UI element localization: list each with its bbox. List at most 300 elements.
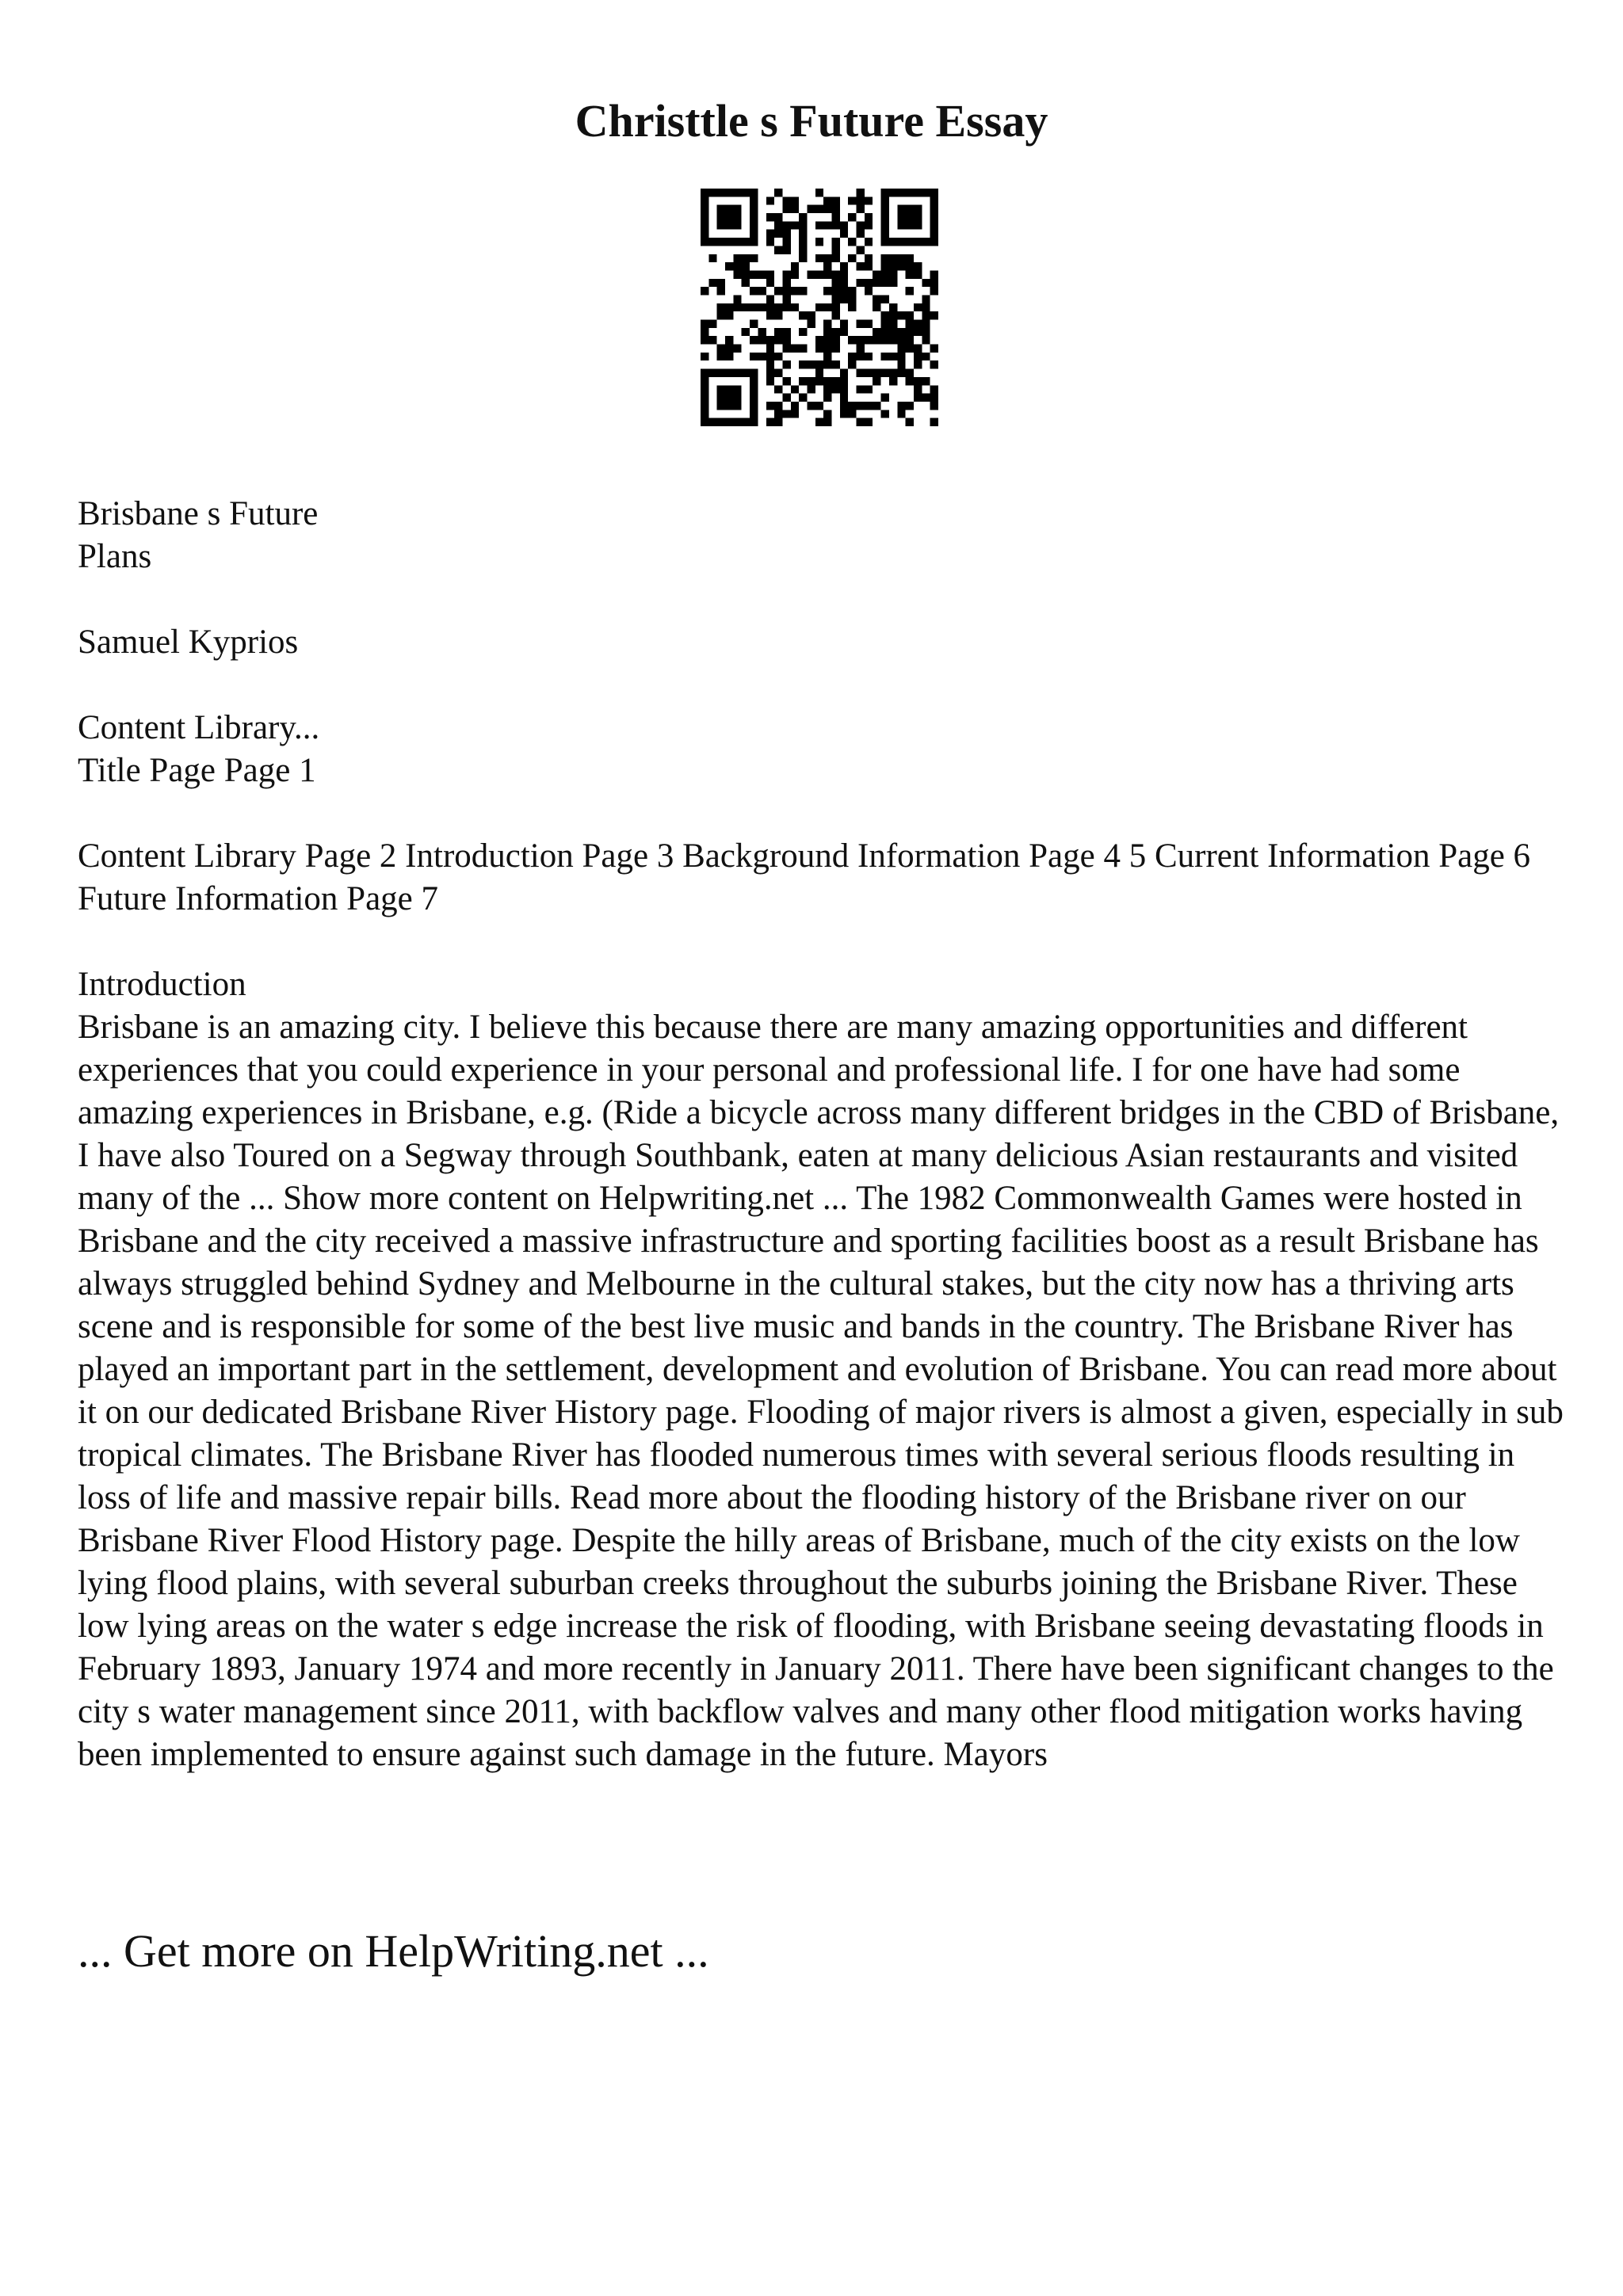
- qr-module: [742, 328, 750, 336]
- qr-module: [906, 345, 914, 353]
- qr-module: [782, 221, 790, 229]
- qr-module: [750, 238, 758, 246]
- qr-module: [906, 205, 914, 213]
- qr-module: [922, 394, 930, 402]
- qr-module: [701, 394, 708, 402]
- qr-module: [708, 238, 716, 246]
- essay-heading-line-1: Brisbane s Future: [78, 495, 319, 532]
- qr-module: [823, 418, 831, 426]
- qr-module: [701, 328, 708, 336]
- qr-module: [897, 189, 905, 196]
- qr-module: [782, 295, 790, 303]
- qr-module: [889, 328, 897, 336]
- qr-module: [733, 385, 741, 393]
- qr-module: [815, 189, 823, 196]
- qr-module: [889, 262, 897, 270]
- qr-module: [865, 213, 873, 221]
- qr-module: [865, 353, 873, 360]
- qr-module: [823, 262, 831, 270]
- qr-module: [840, 385, 848, 393]
- qr-module: [774, 353, 782, 360]
- qr-module: [873, 279, 880, 287]
- qr-module: [865, 369, 873, 377]
- qr-module: [914, 385, 922, 393]
- qr-module: [840, 279, 848, 287]
- qr-module: [906, 238, 914, 246]
- qr-module: [733, 189, 741, 196]
- qr-module: [823, 221, 831, 229]
- qr-module: [701, 205, 708, 213]
- qr-module: [832, 246, 840, 254]
- qr-module: [701, 385, 708, 393]
- qr-module: [791, 196, 799, 204]
- qr-module: [857, 369, 865, 377]
- qr-module: [857, 418, 865, 426]
- qr-module: [848, 287, 856, 295]
- qr-module: [848, 410, 856, 418]
- qr-module: [733, 369, 741, 377]
- qr-module: [848, 360, 856, 368]
- introduction-heading: Introduction: [78, 966, 246, 1003]
- qr-module: [750, 385, 758, 393]
- qr-module: [742, 254, 750, 262]
- qr-module: [848, 303, 856, 311]
- qr-module: [914, 221, 922, 229]
- qr-module: [881, 230, 889, 238]
- qr-module: [823, 270, 831, 278]
- qr-module: [782, 377, 790, 385]
- qr-module: [840, 230, 848, 238]
- qr-module: [701, 369, 708, 377]
- qr-module: [914, 345, 922, 353]
- qr-module: [840, 369, 848, 377]
- qr-module: [857, 262, 865, 270]
- qr-module: [742, 418, 750, 426]
- qr-module: [717, 287, 725, 295]
- qr-module: [881, 311, 889, 319]
- qr-module: [750, 270, 758, 278]
- qr-module: [717, 238, 725, 246]
- qr-module: [766, 196, 774, 204]
- qr-module: [799, 287, 807, 295]
- qr-module: [766, 402, 774, 410]
- qr-module: [742, 238, 750, 246]
- qr-module: [906, 189, 914, 196]
- qr-module: [774, 221, 782, 229]
- qr-module: [750, 230, 758, 238]
- qr-module: [823, 303, 831, 311]
- qr-module: [897, 254, 905, 262]
- qr-module: [930, 345, 938, 353]
- qr-module: [774, 418, 782, 426]
- qr-module: [799, 328, 807, 336]
- qr-module: [930, 287, 938, 295]
- qr-module: [832, 213, 840, 221]
- qr-module: [750, 369, 758, 377]
- qr-module: [708, 189, 716, 196]
- qr-module: [873, 336, 880, 344]
- qr-module: [857, 221, 865, 229]
- qr-module: [725, 402, 733, 410]
- qr-module: [823, 254, 831, 262]
- qr-module: [848, 402, 856, 410]
- qr-module: [791, 221, 799, 229]
- qr-module: [914, 205, 922, 213]
- qr-module: [857, 402, 865, 410]
- qr-module: [791, 303, 799, 311]
- qr-module: [873, 303, 880, 311]
- qr-module: [750, 189, 758, 196]
- qr-module: [807, 360, 815, 368]
- qr-module: [782, 303, 790, 311]
- qr-module: [897, 213, 905, 221]
- qr-module: [758, 328, 766, 336]
- qr-module: [725, 221, 733, 229]
- qr-code-graphic: [701, 189, 938, 426]
- qr-module: [807, 377, 815, 385]
- qr-module: [889, 377, 897, 385]
- qr-module: [906, 221, 914, 229]
- qr-module: [742, 279, 750, 287]
- qr-module: [774, 213, 782, 221]
- qr-module: [857, 345, 865, 353]
- qr-module: [881, 353, 889, 360]
- qr-module: [774, 230, 782, 238]
- qr-module: [930, 418, 938, 426]
- qr-module: [701, 189, 708, 196]
- qr-module: [848, 353, 856, 360]
- qr-module: [733, 394, 741, 402]
- qr-module: [717, 345, 725, 353]
- qr-module: [742, 270, 750, 278]
- qr-module: [774, 402, 782, 410]
- qr-module: [717, 402, 725, 410]
- heading-block: [78, 493, 1568, 578]
- qr-module: [701, 213, 708, 221]
- qr-module: [742, 189, 750, 196]
- qr-module: [791, 402, 799, 410]
- contents-heading-line-2: Title Page Page 1: [78, 752, 316, 789]
- qr-module: [766, 345, 774, 353]
- qr-module: [889, 353, 897, 360]
- qr-module: [832, 287, 840, 295]
- qr-module: [742, 303, 750, 311]
- qr-module: [906, 418, 914, 426]
- qr-module: [832, 345, 840, 353]
- qr-module: [708, 279, 716, 287]
- qr-module: [823, 205, 831, 213]
- qr-module: [750, 410, 758, 418]
- qr-module: [889, 238, 897, 246]
- qr-module: [881, 221, 889, 229]
- qr-module: [865, 287, 873, 295]
- qr-module: [791, 270, 799, 278]
- qr-module: [717, 303, 725, 311]
- get-more-link[interactable]: ... Get more on HelpWriting.net ...: [78, 1925, 709, 1977]
- document-title: Christtle s Future Essay: [575, 95, 1048, 147]
- qr-module: [840, 270, 848, 278]
- qr-module: [922, 311, 930, 319]
- qr-module: [840, 221, 848, 229]
- qr-module: [766, 213, 774, 221]
- qr-module: [782, 246, 790, 254]
- qr-module: [922, 328, 930, 336]
- qr-module: [799, 360, 807, 368]
- qr-module: [701, 410, 708, 418]
- qr-module: [897, 336, 905, 344]
- qr-module: [766, 270, 774, 278]
- qr-module: [758, 270, 766, 278]
- qr-module: [725, 311, 733, 319]
- qr-module: [914, 377, 922, 385]
- qr-module: [832, 205, 840, 213]
- qr-module: [906, 270, 914, 278]
- qr-module: [922, 279, 930, 287]
- qr-module: [701, 320, 708, 328]
- qr-module: [799, 254, 807, 262]
- qr-module: [881, 320, 889, 328]
- qr-module: [889, 336, 897, 344]
- qr-module: [914, 303, 922, 311]
- qr-module: [766, 353, 774, 360]
- qr-module: [906, 311, 914, 319]
- qr-module: [815, 254, 823, 262]
- qr-module: [807, 320, 815, 328]
- qr-module: [897, 353, 905, 360]
- qr-module: [832, 360, 840, 368]
- qr-module: [889, 320, 897, 328]
- qr-module: [725, 394, 733, 402]
- qr-module: [930, 279, 938, 287]
- qr-module: [865, 279, 873, 287]
- qr-module: [930, 213, 938, 221]
- qr-module: [823, 320, 831, 328]
- qr-module: [881, 295, 889, 303]
- qr-module: [906, 254, 914, 262]
- qr-module: [914, 360, 922, 368]
- qr-module: [701, 353, 708, 360]
- qr-module: [733, 238, 741, 246]
- introduction-block: [78, 963, 1568, 1776]
- qr-module: [701, 196, 708, 204]
- qr-module: [922, 295, 930, 303]
- qr-module: [717, 213, 725, 221]
- qr-module: [873, 369, 880, 377]
- qr-module: [840, 295, 848, 303]
- qr-module: [750, 336, 758, 344]
- qr-module: [725, 213, 733, 221]
- qr-module: [815, 303, 823, 311]
- qr-module: [782, 230, 790, 238]
- qr-module: [906, 320, 914, 328]
- qr-module: [823, 196, 831, 204]
- qr-module: [791, 205, 799, 213]
- qr-module: [930, 360, 938, 368]
- qr-module: [865, 385, 873, 393]
- qr-module: [930, 394, 938, 402]
- qr-module: [840, 377, 848, 385]
- qr-module: [799, 230, 807, 238]
- qr-module: [881, 205, 889, 213]
- qr-module: [791, 385, 799, 393]
- qr-module: [791, 262, 799, 270]
- qr-module: [873, 402, 880, 410]
- qr-module: [873, 270, 880, 278]
- qr-module: [857, 353, 865, 360]
- qr-module: [897, 360, 905, 368]
- qr-module: [881, 238, 889, 246]
- qr-module: [799, 311, 807, 319]
- qr-module: [857, 336, 865, 344]
- qr-module: [832, 254, 840, 262]
- qr-module: [930, 230, 938, 238]
- qr-module: [708, 254, 716, 262]
- qr-code: [701, 189, 938, 426]
- qr-module: [815, 402, 823, 410]
- qr-module: [815, 336, 823, 344]
- qr-module: [750, 213, 758, 221]
- qr-module: [857, 385, 865, 393]
- qr-module: [766, 336, 774, 344]
- qr-module: [733, 345, 741, 353]
- qr-module: [914, 270, 922, 278]
- qr-module: [742, 262, 750, 270]
- qr-module: [914, 213, 922, 221]
- qr-module: [717, 394, 725, 402]
- qr-module: [897, 262, 905, 270]
- qr-module: [791, 345, 799, 353]
- qr-module: [733, 262, 741, 270]
- qr-module: [914, 189, 922, 196]
- qr-module: [766, 311, 774, 319]
- qr-module: [914, 320, 922, 328]
- contents-heading-block: [78, 707, 1568, 792]
- qr-module: [774, 410, 782, 418]
- qr-module: [840, 328, 848, 336]
- qr-module: [774, 189, 782, 196]
- qr-module: [708, 336, 716, 344]
- qr-module: [733, 402, 741, 410]
- qr-module: [717, 353, 725, 360]
- qr-module: [815, 369, 823, 377]
- qr-module: [815, 418, 823, 426]
- qr-module: [832, 385, 840, 393]
- qr-module: [774, 287, 782, 295]
- qr-module: [832, 221, 840, 229]
- qr-module: [782, 328, 790, 336]
- qr-module: [840, 320, 848, 328]
- qr-module: [766, 360, 774, 368]
- qr-module: [848, 196, 856, 204]
- qr-module: [922, 353, 930, 360]
- qr-module: [906, 287, 914, 295]
- qr-module: [881, 394, 889, 402]
- qr-module: [832, 377, 840, 385]
- qr-module: [922, 336, 930, 344]
- qr-module: [725, 303, 733, 311]
- qr-module: [832, 328, 840, 336]
- qr-module: [750, 254, 758, 262]
- qr-module: [799, 345, 807, 353]
- qr-module: [815, 238, 823, 246]
- qr-module: [832, 336, 840, 344]
- qr-module: [832, 196, 840, 204]
- qr-module: [922, 320, 930, 328]
- qr-module: [725, 262, 733, 270]
- qr-module: [840, 394, 848, 402]
- qr-module: [782, 238, 790, 246]
- qr-module: [865, 262, 873, 270]
- qr-module: [725, 369, 733, 377]
- qr-module: [930, 402, 938, 410]
- qr-module: [857, 205, 865, 213]
- qr-module: [823, 394, 831, 402]
- qr-module: [725, 238, 733, 246]
- qr-module: [758, 353, 766, 360]
- qr-module: [832, 270, 840, 278]
- qr-module: [857, 196, 865, 204]
- qr-module: [823, 360, 831, 368]
- qr-module: [733, 295, 741, 303]
- qr-module: [774, 385, 782, 393]
- qr-module: [897, 345, 905, 353]
- qr-module: [766, 230, 774, 238]
- qr-module: [930, 196, 938, 204]
- qr-module: [873, 295, 880, 303]
- qr-module: [857, 189, 865, 196]
- qr-module: [922, 189, 930, 196]
- qr-module: [848, 336, 856, 344]
- qr-module: [766, 377, 774, 385]
- qr-module: [881, 279, 889, 287]
- qr-module: [758, 303, 766, 311]
- qr-module: [750, 377, 758, 385]
- contents-heading-line-1: Content Library...: [78, 709, 320, 746]
- qr-module: [897, 402, 905, 410]
- qr-module: [914, 394, 922, 402]
- qr-module: [881, 336, 889, 344]
- qr-module: [840, 410, 848, 418]
- essay-heading-line-2: Plans: [78, 538, 152, 575]
- qr-module: [823, 345, 831, 353]
- qr-module: [865, 402, 873, 410]
- qr-module: [881, 213, 889, 221]
- qr-module: [840, 402, 848, 410]
- qr-module: [840, 287, 848, 295]
- qr-module: [766, 295, 774, 303]
- qr-module: [889, 369, 897, 377]
- qr-module: [708, 418, 716, 426]
- qr-module: [922, 238, 930, 246]
- qr-module: [766, 418, 774, 426]
- qr-module: [774, 328, 782, 336]
- qr-module: [881, 189, 889, 196]
- qr-module: [733, 418, 741, 426]
- qr-module: [782, 360, 790, 368]
- qr-module: [717, 385, 725, 393]
- qr-module: [733, 205, 741, 213]
- contents-list: Content Library Page 2 Introduction Page 3 Background Information Page 4 5 Current Information Page 6 Future Information Page 7: [78, 837, 1531, 917]
- qr-module: [897, 238, 905, 246]
- qr-module: [881, 254, 889, 262]
- qr-module: [906, 402, 914, 410]
- qr-module: [865, 254, 873, 262]
- qr-module: [897, 221, 905, 229]
- qr-module: [881, 196, 889, 204]
- qr-module: [897, 328, 905, 336]
- qr-module: [701, 287, 708, 295]
- qr-module: [889, 270, 897, 278]
